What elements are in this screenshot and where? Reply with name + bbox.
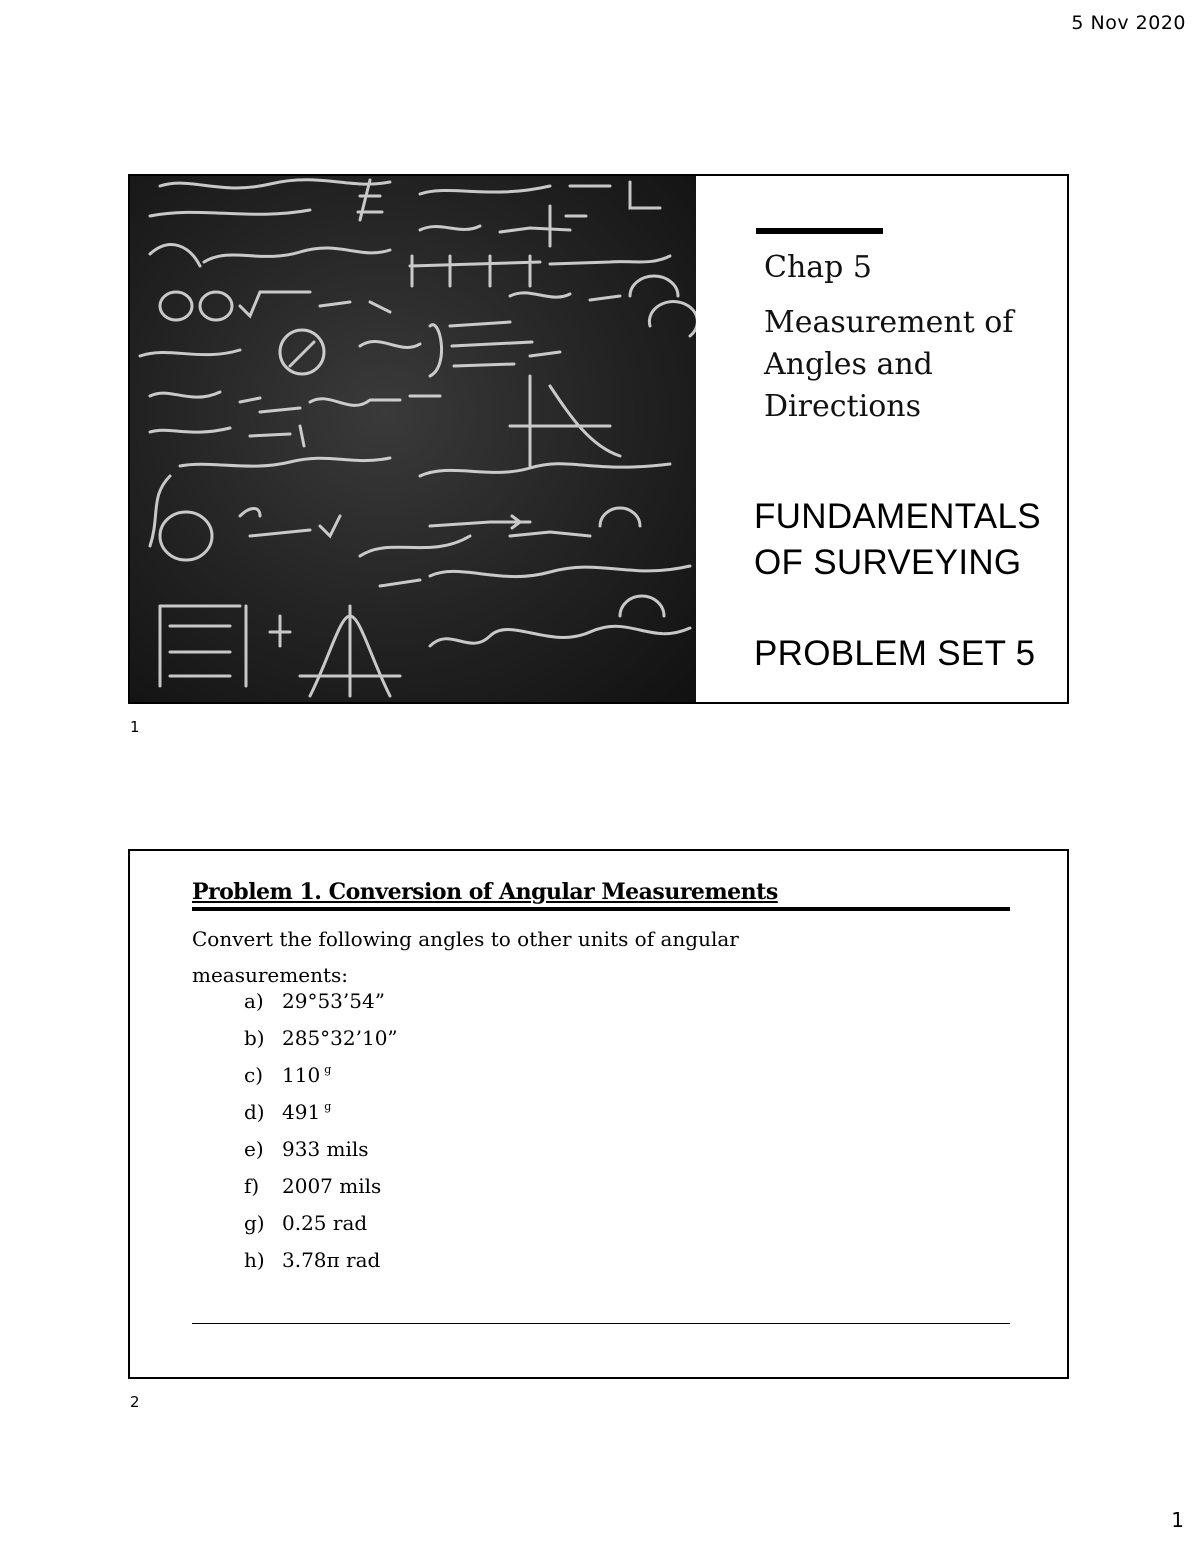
page-number: 1 [1171,1508,1184,1532]
chalkboard-drawing [130,176,696,702]
list-item-value: 491 [282,1100,321,1124]
list-item [244,1137,398,1174]
list-item-label: c) [244,1063,264,1087]
list-item-label: a) [244,989,264,1013]
chapter-subtitle: Measurement of Angles and Directions [764,305,1014,424]
slide-1 [128,174,1069,704]
list-item-value: 933 mils [282,1137,369,1161]
list-item [244,1026,398,1063]
header-date: 5 Nov 2020 [1071,12,1186,34]
course-title-line-2: OF SURVEYING [754,543,1022,582]
list-item-value: 2007 mils [282,1174,382,1198]
list-item [244,1248,398,1285]
chapter-label: Chap 5 [764,250,872,285]
course-title [754,494,1074,586]
course-title-line-1: FUNDAMENTALS [754,497,1041,536]
title-accent-bar [756,228,883,234]
list-item [244,1174,398,1211]
slide-2 [128,849,1069,1379]
list-item [244,1100,398,1137]
grad-symbol: g [324,1063,332,1076]
list-item-value: 3.78π rad [282,1248,381,1272]
list-item-label: f) [244,1174,260,1198]
list-item-value: 0.25 rad [282,1211,368,1235]
list-item-value: 29°53’54” [282,989,385,1013]
bottom-rule [192,1323,1010,1324]
problem-title-text: Problem 1. Conversion of Angular Measurements [192,879,778,905]
title-block [696,176,1067,702]
list-item-label: g) [244,1211,265,1235]
problem-description: Convert the following angles to other units of angular measurements: [192,927,739,987]
list-item-value: 285°32’10” [282,1026,398,1050]
list-item-label: e) [244,1137,264,1161]
list-item-label: d) [244,1100,265,1124]
chalkboard-image [130,176,696,702]
problem-title [192,879,1010,911]
list-item [244,989,398,1026]
slide-number-1: 1 [130,718,140,736]
angle-list [244,989,398,1285]
list-item [244,1063,398,1100]
slide-number-2: 2 [130,1393,140,1411]
list-item-value: 110 [282,1063,321,1087]
list-item-label: b) [244,1026,265,1050]
grad-symbol: g [324,1100,332,1113]
list-item [244,1211,398,1248]
list-item-label: h) [244,1248,265,1272]
problem-set-title: PROBLEM SET 5 [754,634,1036,673]
